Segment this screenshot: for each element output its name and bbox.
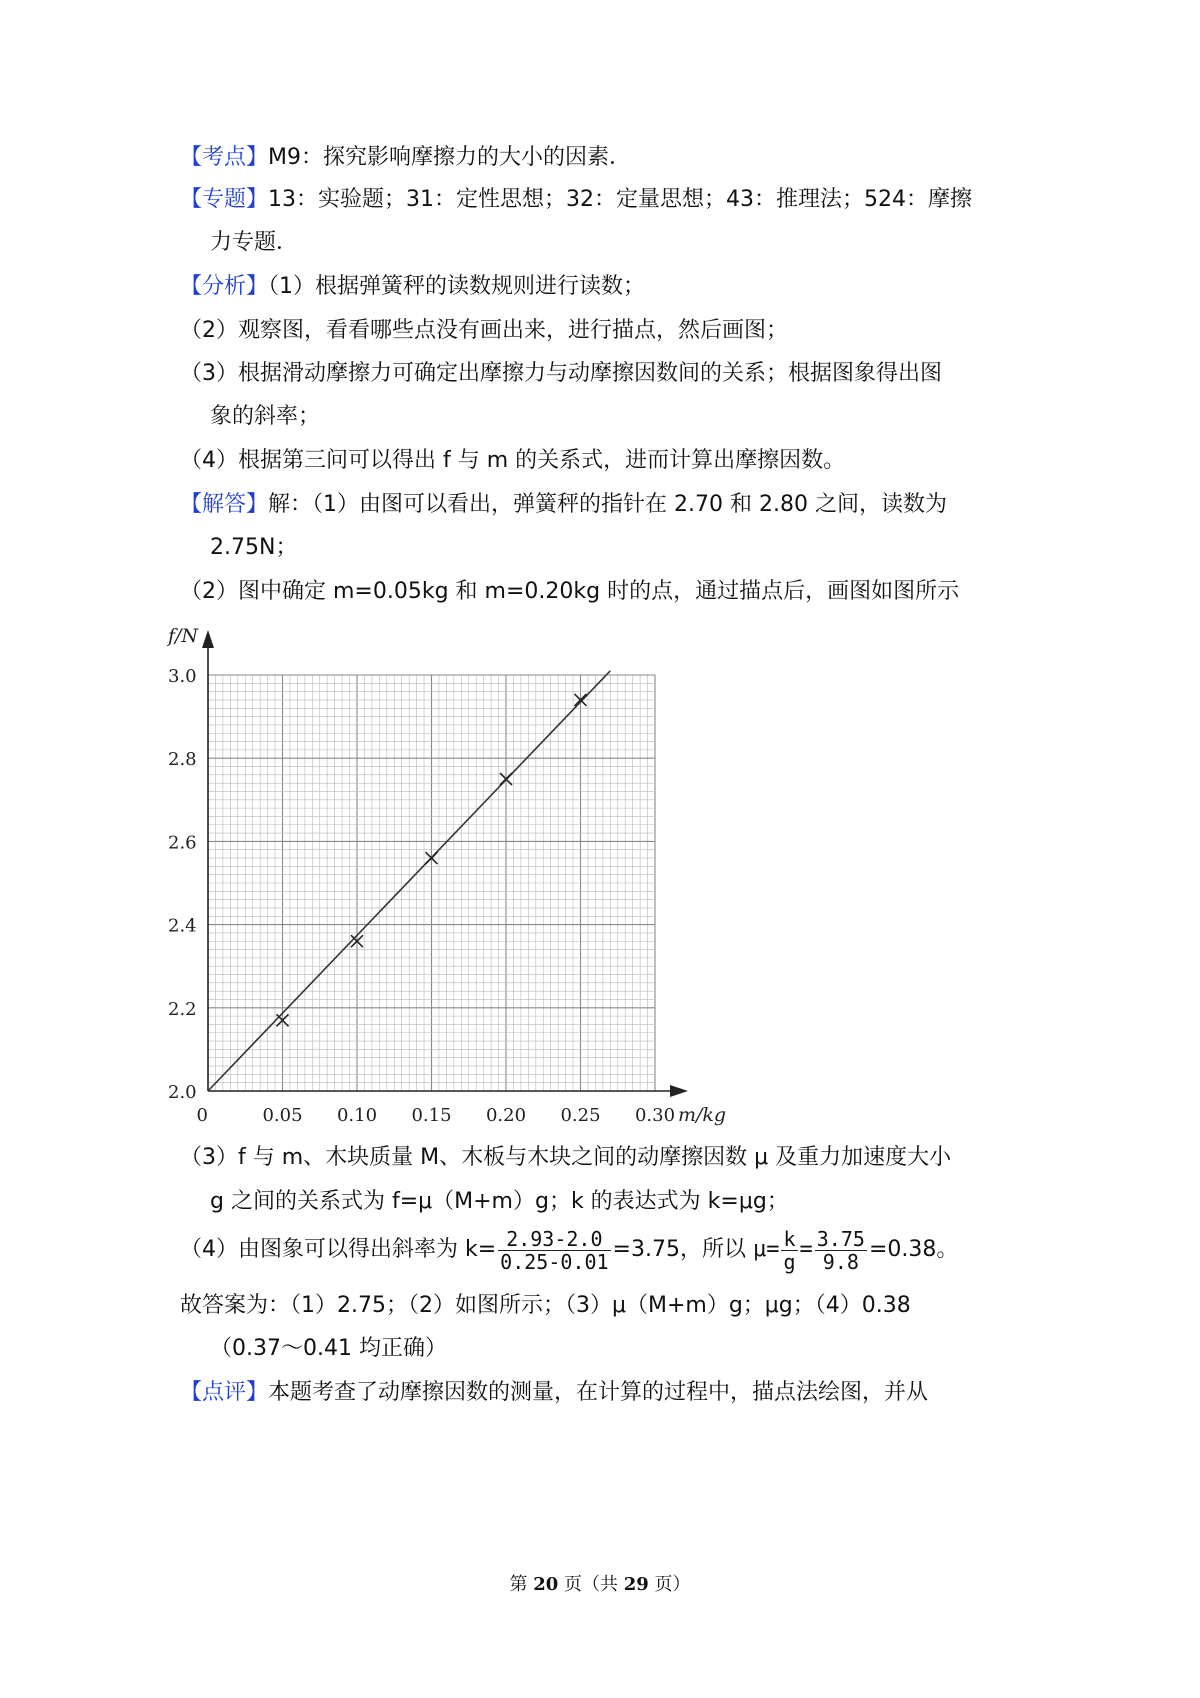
dianping-text: 本题考查了动摩擦因数的测量，在计算的过程中，描点法绘图，并从 <box>268 1380 929 1405</box>
jieda-line <box>180 490 1040 520</box>
slope-fraction <box>498 1228 610 1273</box>
x-tick-label: 0.15 <box>411 1105 452 1126</box>
analysis-4 <box>180 446 1040 476</box>
x-axis-arrow <box>670 1085 688 1097</box>
x-tick-label: 0.20 <box>485 1105 527 1126</box>
footer-page-number: 20 <box>533 1574 559 1595</box>
kaodian-line <box>180 143 1040 173</box>
page-footer <box>0 1570 1200 1596</box>
jieda-text: 解：（1）由图可以看出，弹簧秤的指针在 2.70 和 2.80 之间，读数为 <box>268 492 947 517</box>
fenxi-line <box>180 272 1040 302</box>
answer-4-middle: =3.75，所以 <box>612 1237 753 1262</box>
footer-post: 页） <box>648 1574 691 1595</box>
y-tick-label: 2.6 <box>168 832 197 854</box>
y-axis-label: f/N <box>168 625 199 647</box>
dianping-tag: 【点评】 <box>180 1380 269 1405</box>
kaodian-tag: 【考点】 <box>180 145 269 170</box>
answer-3 <box>180 1143 1040 1173</box>
mu-eq: = <box>766 1237 780 1262</box>
answer-3b-text: g 之间的关系式为 f=μ（M+m）g；k 的表达式为 k=μg； <box>210 1189 789 1214</box>
zhuanti-tag: 【专题】 <box>180 187 269 212</box>
g-denominator: g <box>783 1249 796 1274</box>
answer-3-text: （3）f 与 m、木块质量 M、木板与木块之间的动摩擦因数 μ 及重力加速度大小 <box>180 1145 952 1170</box>
y-axis-arrow <box>202 630 214 648</box>
zhuanti-line-2 <box>210 228 1070 258</box>
mu-symbol: μ <box>752 1237 767 1262</box>
y-tick-label: 2.4 <box>168 915 197 937</box>
data-point <box>426 852 438 864</box>
best-fit-line <box>208 671 610 1091</box>
analysis-4-text: （4）根据第三问可以得出 f 与 m 的关系式，进而计算出摩擦因数。 <box>180 448 846 473</box>
answer-4-prefix: （4）由图象可以得出斜率为 k= <box>180 1237 497 1262</box>
value-denominator: 9.8 <box>822 1249 859 1274</box>
k-over-g-fraction <box>781 1228 797 1273</box>
x-tick-label: 0.10 <box>336 1105 378 1126</box>
value-fraction <box>815 1228 867 1273</box>
answer-3b <box>210 1187 1070 1217</box>
kaodian-text: M9：探究影响摩擦力的大小的因素． <box>268 145 631 170</box>
k-numerator: k <box>783 1226 796 1251</box>
final-answer <box>180 1291 1040 1321</box>
analysis-3-text: （3）根据滑动摩擦力可确定出摩擦力与动摩擦因数间的关系；根据图象得出图 <box>180 361 942 386</box>
zhuanti-line <box>180 185 1040 215</box>
slope-numerator: 2.93-2.0 <box>498 1228 610 1251</box>
zhuanti-text: 13：实验题；31：定性思想；32：定量思想；43：推理法；524：摩擦 <box>268 187 972 212</box>
y-tick-label: 3.0 <box>168 666 197 687</box>
analysis-2-text: （2）观察图，看看哪些点没有画出来，进行描点，然后画图； <box>180 318 788 343</box>
data-point <box>351 935 363 947</box>
x-tick-label: 0 <box>196 1105 208 1126</box>
footer-total-pages: 29 <box>623 1574 649 1595</box>
answer-4 <box>180 1225 1040 1275</box>
fenxi-tag: 【分析】 <box>180 274 269 299</box>
jieda-tag: 【解答】 <box>180 492 269 517</box>
final-answer-text-2: （0.37～0.41 均正确） <box>210 1336 447 1361</box>
data-point <box>575 694 587 706</box>
final-answer-text: 故答案为：（1）2.75；（2）如图所示；（3）μ（M+m）g；μg；（4）0.38 <box>180 1293 911 1318</box>
dianping-line <box>180 1378 1040 1408</box>
fenxi-text: （1）根据弹簧秤的读数规则进行读数； <box>268 274 646 299</box>
answer-2-text: （2）图中确定 m=0.05kg 和 m=0.20kg 时的点，通过描点后，画图如图所示 <box>180 579 960 604</box>
jieda-text-2: 2.75N； <box>210 535 298 560</box>
analysis-3b <box>210 402 1070 432</box>
data-point <box>500 773 512 785</box>
jieda-line-2 <box>210 533 1070 563</box>
value-numerator: 3.75 <box>816 1226 865 1251</box>
analysis-3 <box>180 359 1040 389</box>
x-tick-label: 0.30 <box>634 1105 676 1126</box>
analysis-3b-text: 象的斜率； <box>210 404 321 429</box>
y-tick-label: 2.8 <box>168 749 197 771</box>
footer-pre: 第 <box>509 1574 534 1595</box>
y-tick-label: 2.0 <box>168 1082 197 1103</box>
y-tick-label: 2.2 <box>168 998 197 1020</box>
footer-mid: 页（共 <box>558 1574 624 1595</box>
final-answer-2 <box>210 1334 1070 1364</box>
x-axis-label: m/kg <box>678 1104 727 1126</box>
data-point <box>277 1014 289 1026</box>
x-tick-label: 0.25 <box>560 1105 601 1126</box>
answer-4-suffix: =0.38。 <box>868 1237 959 1262</box>
x-tick-label: 0.05 <box>262 1105 303 1126</box>
answer-2 <box>180 577 1040 607</box>
slope-denominator: 0.25-0.01 <box>500 1249 609 1274</box>
mu-eq-2: = <box>799 1237 813 1262</box>
analysis-2 <box>180 316 1040 346</box>
zhuanti-text-2: 力专题． <box>210 230 299 255</box>
